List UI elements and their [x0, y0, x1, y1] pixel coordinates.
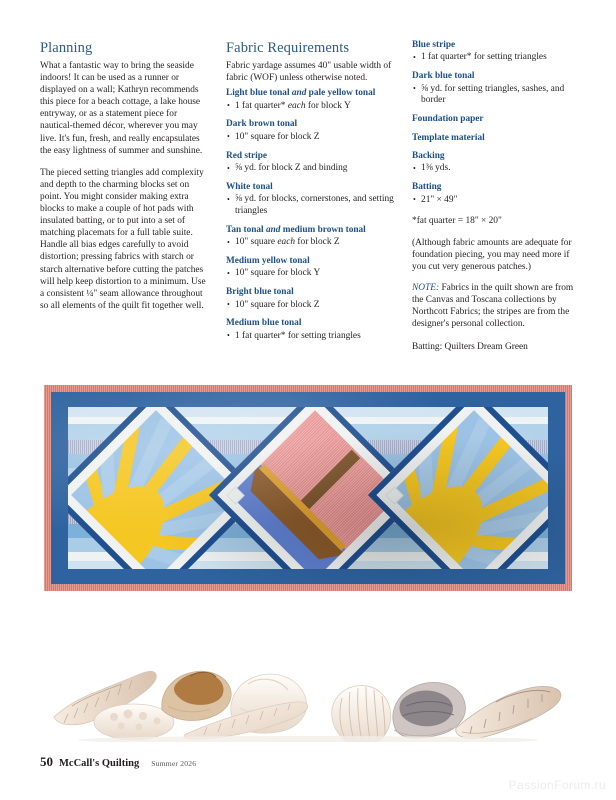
column-planning [40, 40, 208, 353]
page-number: 50 [40, 754, 53, 769]
emphasis: and [291, 88, 307, 99]
planning-paragraph-1: What a fantastic way to bring the seaside indoors! It can be used as a runner or displayed on a wall; Kathryn recommends this piece for a beach cottage, a lake house entryway, or as a statement piece for nautical-themed décor, wherever you may live. It's fun, fresh, and really encapsulates the easy lightness of summer and sunshine. [40, 61, 203, 156]
fabric-group-item-list [226, 331, 394, 343]
fabric-group-item-list [226, 132, 394, 144]
fabric-group-item-list [226, 163, 394, 175]
fabric-group-heading: Blue stripe [412, 40, 456, 50]
quilt-photo [44, 385, 572, 591]
fabric-group-item-list [226, 268, 394, 280]
fabric-group-heading: Backing [412, 151, 445, 162]
text-columns [40, 40, 580, 353]
page-title: Planning [40, 40, 93, 56]
list-item: • 21" × 49" [412, 195, 580, 207]
quilt-binding [44, 385, 572, 591]
fabric-group-item-list [226, 194, 394, 218]
list-item: • ⅝ yd. for block Z and binding [226, 163, 394, 175]
fabric-group-heading: Light blue tonal and pale yellow tonal [226, 88, 376, 99]
list-item: • ⅝ yd. for setting triangles, sashes, and border [412, 84, 580, 108]
list-item: • 10" square for block Z [226, 132, 394, 144]
batting-credit: Batting: Quilters Dream Green [412, 342, 528, 353]
seashell-photo [44, 622, 572, 742]
shell-dark-whelk [393, 682, 465, 738]
fabric-group-heading: Medium blue tonal [226, 318, 302, 329]
emphasis: each [287, 100, 306, 111]
shell-brown-conch [162, 671, 231, 720]
fabric-group-heading: Template material [412, 132, 485, 143]
paren-note: (Although fabric amounts are adequate for foundation piecing, you may need more if you cut very generous patches.) [412, 237, 572, 272]
fabric-group-heading: Dark brown tonal [226, 119, 298, 130]
page-footer [40, 754, 196, 770]
fabric-group-heading: Foundation paper [412, 114, 484, 125]
fabric-group-item-list [412, 52, 580, 64]
fabric-group-item-list [226, 237, 394, 249]
list-item: • 10" square for block Z [226, 300, 394, 312]
quilt-border [51, 392, 565, 584]
magazine-name: McCall's Quilting [59, 758, 140, 769]
column-fabric-requirements-cont [412, 40, 580, 353]
emphasis: each [277, 237, 296, 248]
quilt-field [68, 407, 548, 569]
designer-note [412, 282, 580, 330]
list-item: • 10" square each for block Z [226, 237, 394, 249]
fabric-group-item-list [412, 195, 580, 207]
fabric-group-heading: Medium yellow tonal [226, 256, 310, 266]
fabric-intro: Fabric yardage assumes 40" usable width of fabric (WOF) unless otherwise noted. [226, 61, 392, 84]
fabric-group-item-list [226, 101, 394, 113]
fabric-requirements-title: Fabric Requirements [226, 40, 350, 56]
fabric-group-heading: Dark blue tonal [412, 71, 475, 82]
shell-right-spiral [456, 686, 561, 738]
issue-date: Summer 2026 [151, 759, 197, 768]
fabric-group-item-list [226, 300, 394, 312]
list-item: • 1 fat quarter* each for block Y [226, 101, 394, 113]
list-item: • 10" square for block Y [226, 268, 394, 280]
fabric-group-heading: Batting [412, 182, 442, 193]
note-body: Fabrics in the quilt shown are from the Canvas and Toscana collections by Northcott Fabrics; the stripes are from the designer's personal collection. [412, 282, 574, 330]
list-item: • ⅝ yd. for blocks, cornerstones, and setting triangles [226, 194, 394, 218]
seashells-illustration [44, 622, 572, 742]
site-watermark: PassionForum.ru [508, 778, 606, 792]
fabric-group-list [226, 88, 394, 342]
fabric-group-heading: Tan tonal and medium brown tonal [226, 224, 366, 235]
list-item: • 1⅜ yds. [412, 163, 580, 175]
fat-quarter-footnote: *fat quarter = 18" × 20" [412, 216, 502, 227]
fabric-group-heading: Red stripe [226, 150, 268, 161]
fabric-group-list-cont [412, 40, 580, 206]
fabric-group-heading: Bright blue tonal [226, 287, 294, 298]
list-item: • 1 fat quarter* for setting triangles [226, 331, 394, 343]
fabric-group-heading: White tonal [226, 181, 273, 192]
list-item: • 1 fat quarter* for setting triangles [412, 52, 580, 64]
planning-paragraph-2: The pieced setting triangles add complexity and depth to the charming blocks set on point. You might consider making extra blocks to make a couple of hot pads with insulated batting, or to put into a set of matching placemats for a full table suite. Handle all bias edges carefully to avoid distortion; pressing fabrics with starch or starch alternative before cutting the patches will help keep distortion to a minimum. Use a consistent ¼" seam allowance throughout so all elements of the quilt fit together well. [40, 167, 206, 311]
note-label: NOTE: [412, 282, 440, 293]
fabric-group-item-list [412, 163, 580, 175]
emphasis: and [265, 224, 281, 235]
fabric-group-item-list [412, 84, 580, 108]
column-fabric-requirements [226, 40, 394, 353]
shell-scallop [332, 686, 391, 742]
